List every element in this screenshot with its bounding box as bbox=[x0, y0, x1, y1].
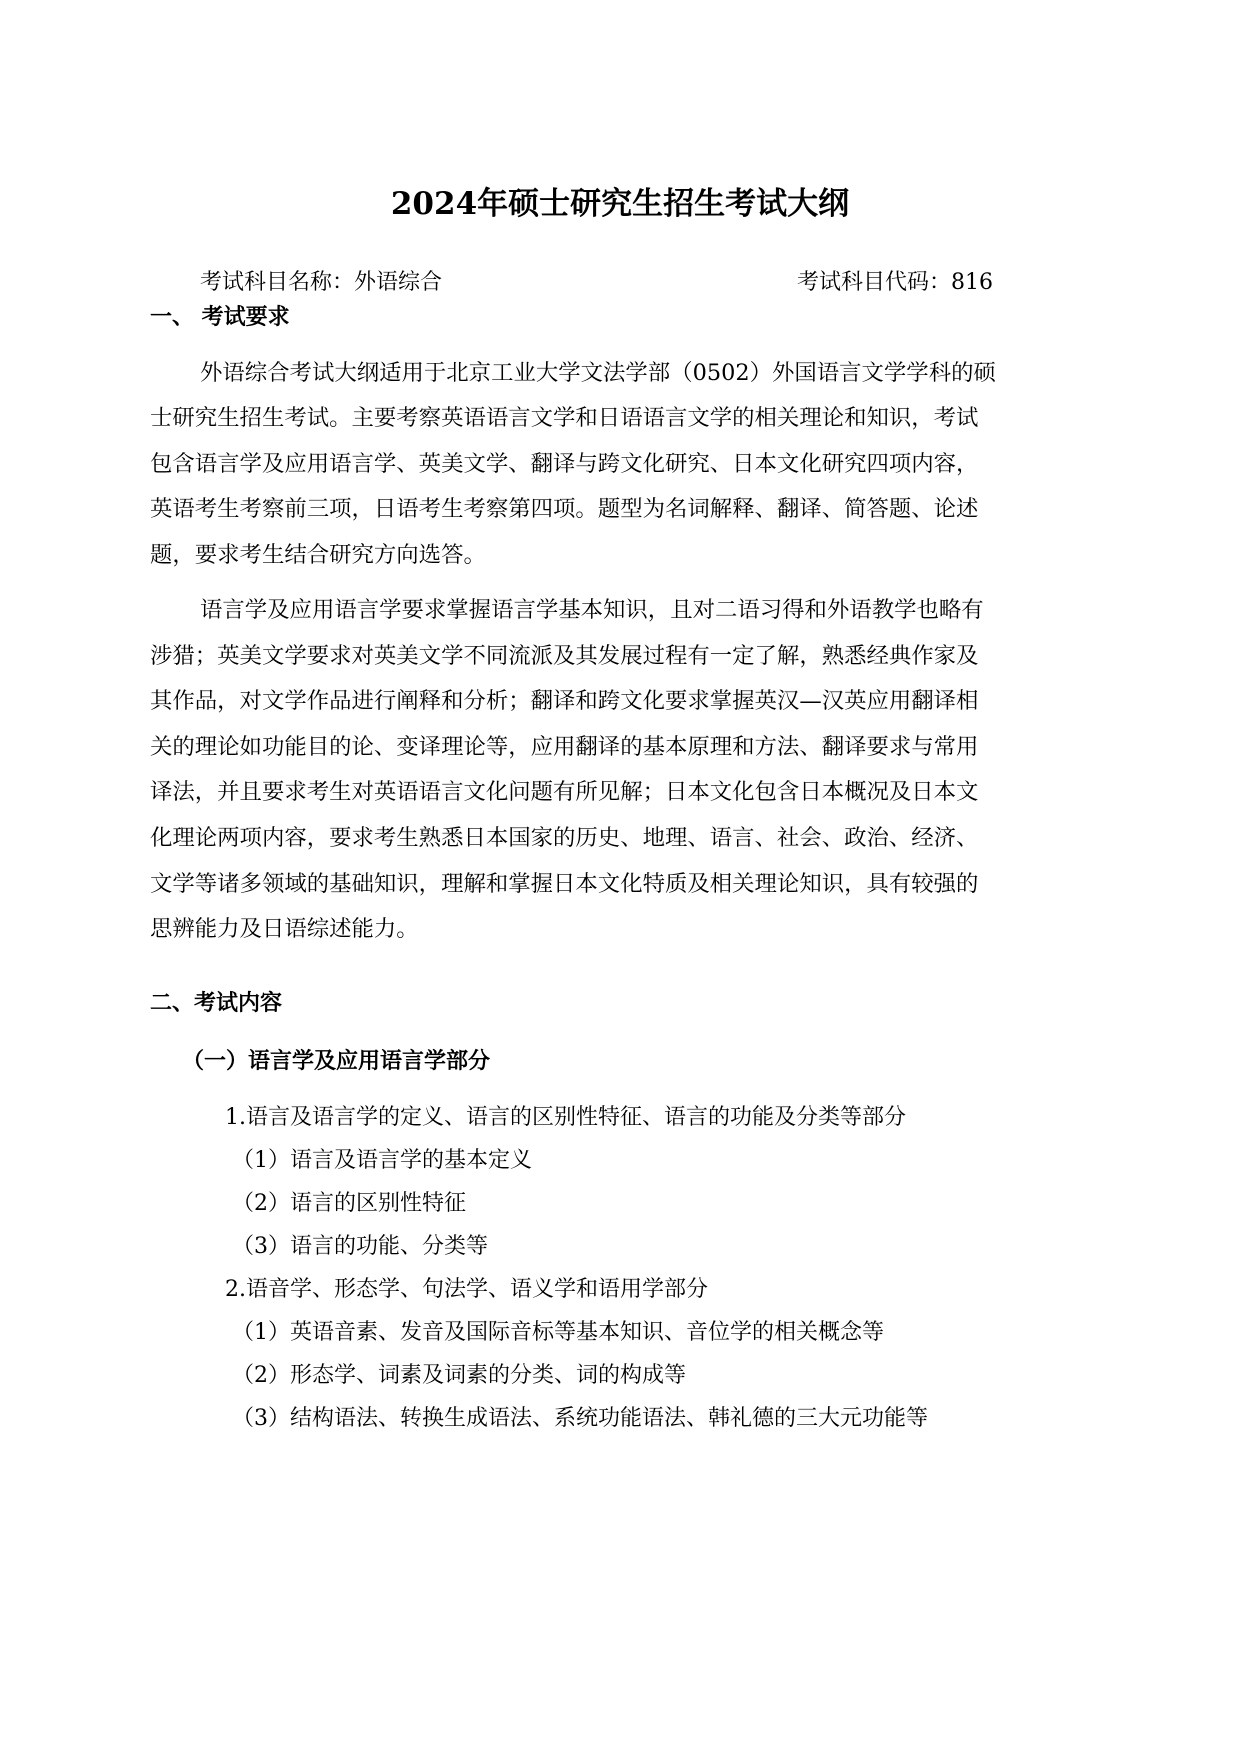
paragraph-line: 化理论两项内容，要求考生熟悉日本国家的历史、地理、语言、社会、政治、经济、 bbox=[150, 825, 979, 851]
list-item: （2）形态学、词素及词素的分类、词的构成等 bbox=[232, 1363, 686, 1388]
paragraph-line: 英语考生考察前三项，日语考生考察第四项。题型为名词解释、翻译、简答题、论述 bbox=[150, 496, 979, 522]
paragraph-line: 译法，并且要求考生对英语语言文化问题有所见解；日本文化包含日本概况及日本文 bbox=[150, 779, 979, 805]
paragraph-line: 语言学及应用语言学要求掌握语言学基本知识，且对二语习得和外语教学也略有 bbox=[200, 597, 984, 623]
list-item: （2）语言的区别性特征 bbox=[232, 1191, 466, 1216]
paragraph-line: 涉猎；英美文学要求对英美文学不同流派及其发展过程有一定了解，熟悉经典作家及 bbox=[150, 643, 979, 669]
subject-code: 考试科目代码：816 bbox=[797, 270, 993, 295]
topic-heading: 1.语言及语言学的定义、语言的区别性特征、语言的功能及分类等部分 bbox=[225, 1105, 906, 1130]
paragraph-line: 包含语言学及应用语言学、英美文学、翻译与跨文化研究、日本文化研究四项内容， bbox=[150, 451, 979, 477]
subject-name: 考试科目名称：外语综合 bbox=[200, 270, 443, 295]
list-item: （3）结构语法、转换生成语法、系统功能语法、韩礼德的三大元功能等 bbox=[232, 1406, 928, 1431]
paragraph-line: 关的理论如功能目的论、变译理论等，应用翻译的基本原理和方法、翻译要求与常用 bbox=[150, 734, 979, 760]
paragraph-line: 思辨能力及日语综述能力。 bbox=[150, 916, 419, 942]
section-heading-requirements: 一、 考试要求 bbox=[150, 304, 290, 330]
subsection-heading-linguistics: （一）语言学及应用语言学部分 bbox=[182, 1048, 491, 1074]
paragraph-line: 外语综合考试大纲适用于北京工业大学文法学部（0502）外国语言文学学科的硕 bbox=[200, 360, 996, 386]
document-title: 2024年硕士研究生招生考试大纲 bbox=[390, 186, 850, 222]
list-item: （1）语言及语言学的基本定义 bbox=[232, 1148, 532, 1173]
paragraph-line: 题，要求考生结合研究方向选答。 bbox=[150, 542, 486, 568]
topic-heading: 2.语音学、形态学、句法学、语义学和语用学部分 bbox=[225, 1277, 708, 1302]
list-item: （3）语言的功能、分类等 bbox=[232, 1234, 488, 1259]
paragraph-line: 文学等诸多领域的基础知识，理解和掌握日本文化特质及相关理论知识，具有较强的 bbox=[150, 871, 979, 897]
paragraph-line: 士研究生招生考试。主要考察英语语言文学和日语语言文学的相关理论和知识，考试 bbox=[150, 405, 979, 431]
section-heading-content: 二、考试内容 bbox=[150, 990, 283, 1016]
list-item: （1）英语音素、发音及国际音标等基本知识、音位学的相关概念等 bbox=[232, 1320, 884, 1345]
paragraph-line: 其作品，对文学作品进行阐释和分析；翻译和跨文化要求掌握英汉—汉英应用翻译相 bbox=[150, 688, 979, 714]
